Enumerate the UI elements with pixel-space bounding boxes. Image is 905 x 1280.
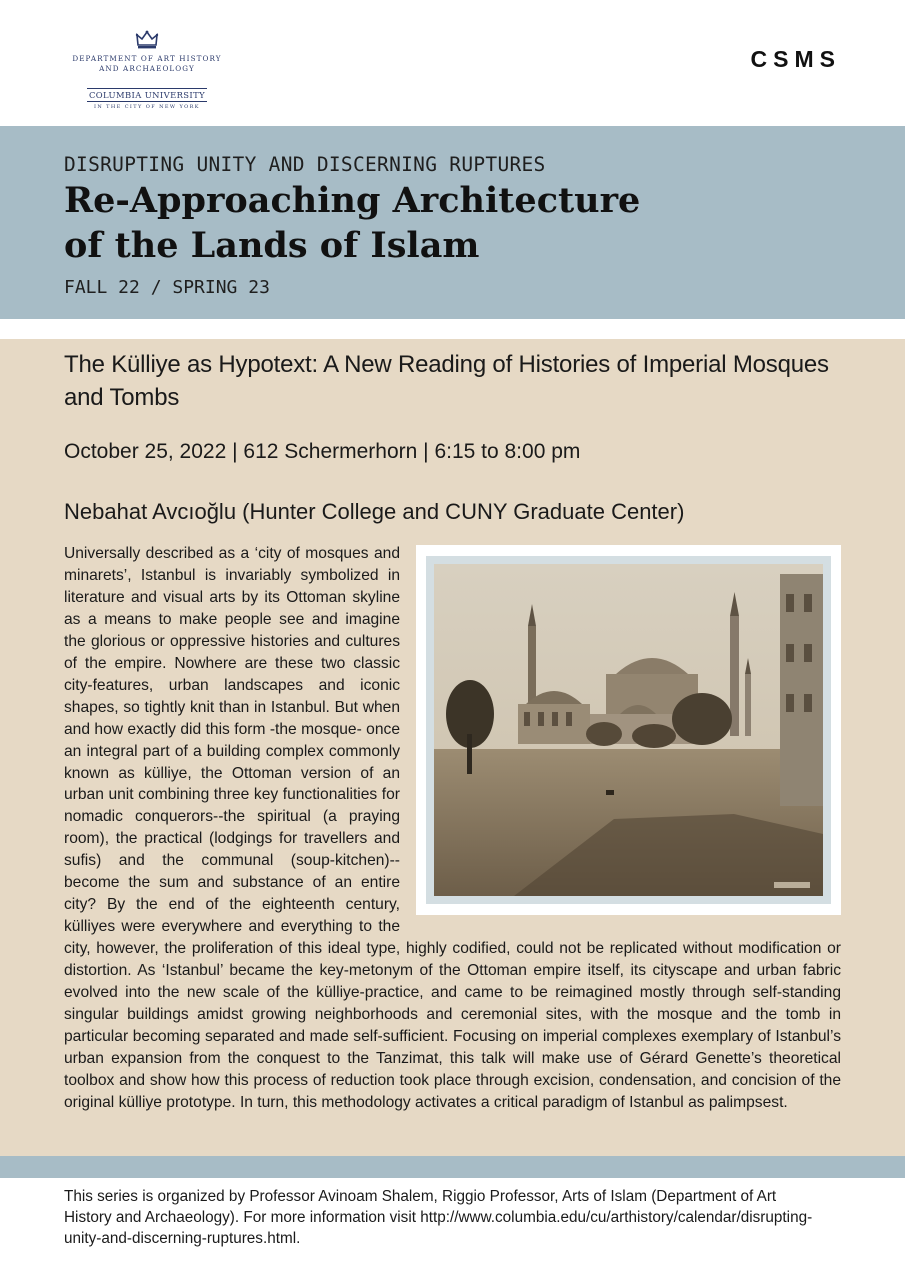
- speaker-name: Nebahat Avcıoğlu (Hunter College and CUNY Graduate Center): [64, 499, 685, 524]
- series-title-line-2: of the Lands of Islam: [64, 225, 480, 266]
- university-tagline: IN THE CITY OF NEW YORK: [94, 104, 200, 110]
- series-season: FALL 22 / SPRING 23: [64, 277, 270, 298]
- abstract-text: Universally described as a ‘city of mosques and minarets’, Istanbul is invariably symbolized in literature and visual arts by its Ottoman skyline as a means to make people see and imagine the glorious or oppressive histories and cultures of the empire. Nowhere are these two classic city-features, urban landscapes and iconic shapes, so tightly knit than in Istanbul. But when and how exactly did this form -the mosque- once an integral part of a building complex commonly known as külliye, the Ottoman version of an urban unit combining three key functionalities for nomadic conquerors--the spiritual (a praying room), the practical (lodgings for travellers and sufis) and the communal (soup-kitchen)--become the sum and substance of an entire city? By the end of the eighteenth century, külliyes were everywhere and everything to the city, however, the proliferation of this ideal type, highly codified, could not be replicated without modification or distortion. As ‘Istanbul’ became the key-metonym of the Ottoman empire itself, its cityscape and urban fabric evolved into the new scale of the külliye-practice, and came to be reimagined mostly through self-standing singular buildings amidst growing neighborhoods and ceremonial sites, with the mosque and the tomb in particular becoming separated and made self-sufficient. Focusing on imperial complexes exemplary of Istanbul’s urban expansion from the conquest to the Tanzimat, this talk will make use of Gérard Genette’s theoretical toolbox and show how this process of reduction took place through excision, condensation, and concision of the original külliye prototype. In turn, this methodology activates a critical paradigm of Istanbul as palimpsest.: [64, 545, 841, 1111]
- hagia-sophia-photo-frame: [416, 545, 841, 915]
- organizer-note: This series is organized by Professor Avinoam Shalem, Riggio Professor, Arts of Islam (Department of Art History and Archaeology). For more information visit http://www.columbia.edu/cu/arthistory/calendar/disrupting-unity-and-discerning-ruptures.html.: [64, 1188, 813, 1247]
- event-date-location-time: October 25, 2022 | 612 Schermerhorn | 6:15 to 8:00 pm: [64, 440, 581, 463]
- series-title: [64, 178, 764, 268]
- series-kicker: DISRUPTING UNITY AND DISCERNING RUPTURES: [64, 153, 546, 176]
- hagia-sophia-photo: [434, 564, 823, 896]
- crown-icon: [135, 30, 159, 50]
- talk-title: The Külliye as Hypotext: A New Reading of Histories of Imperial Mosques and Tombs: [64, 351, 829, 411]
- bottom-band: [0, 1156, 905, 1178]
- department-name: DEPARTMENT OF ART HISTORY AND ARCHAEOLOGY: [72, 54, 222, 73]
- photo-mat: [426, 556, 831, 904]
- series-title-line-1: Re-Approaching Architecture: [64, 180, 641, 221]
- university-name: COLUMBIA UNIVERSITY: [88, 90, 206, 100]
- talk-abstract: [64, 543, 841, 1114]
- csms-logo: CSMS: [750, 46, 841, 72]
- columbia-art-history-logo: [62, 30, 232, 110]
